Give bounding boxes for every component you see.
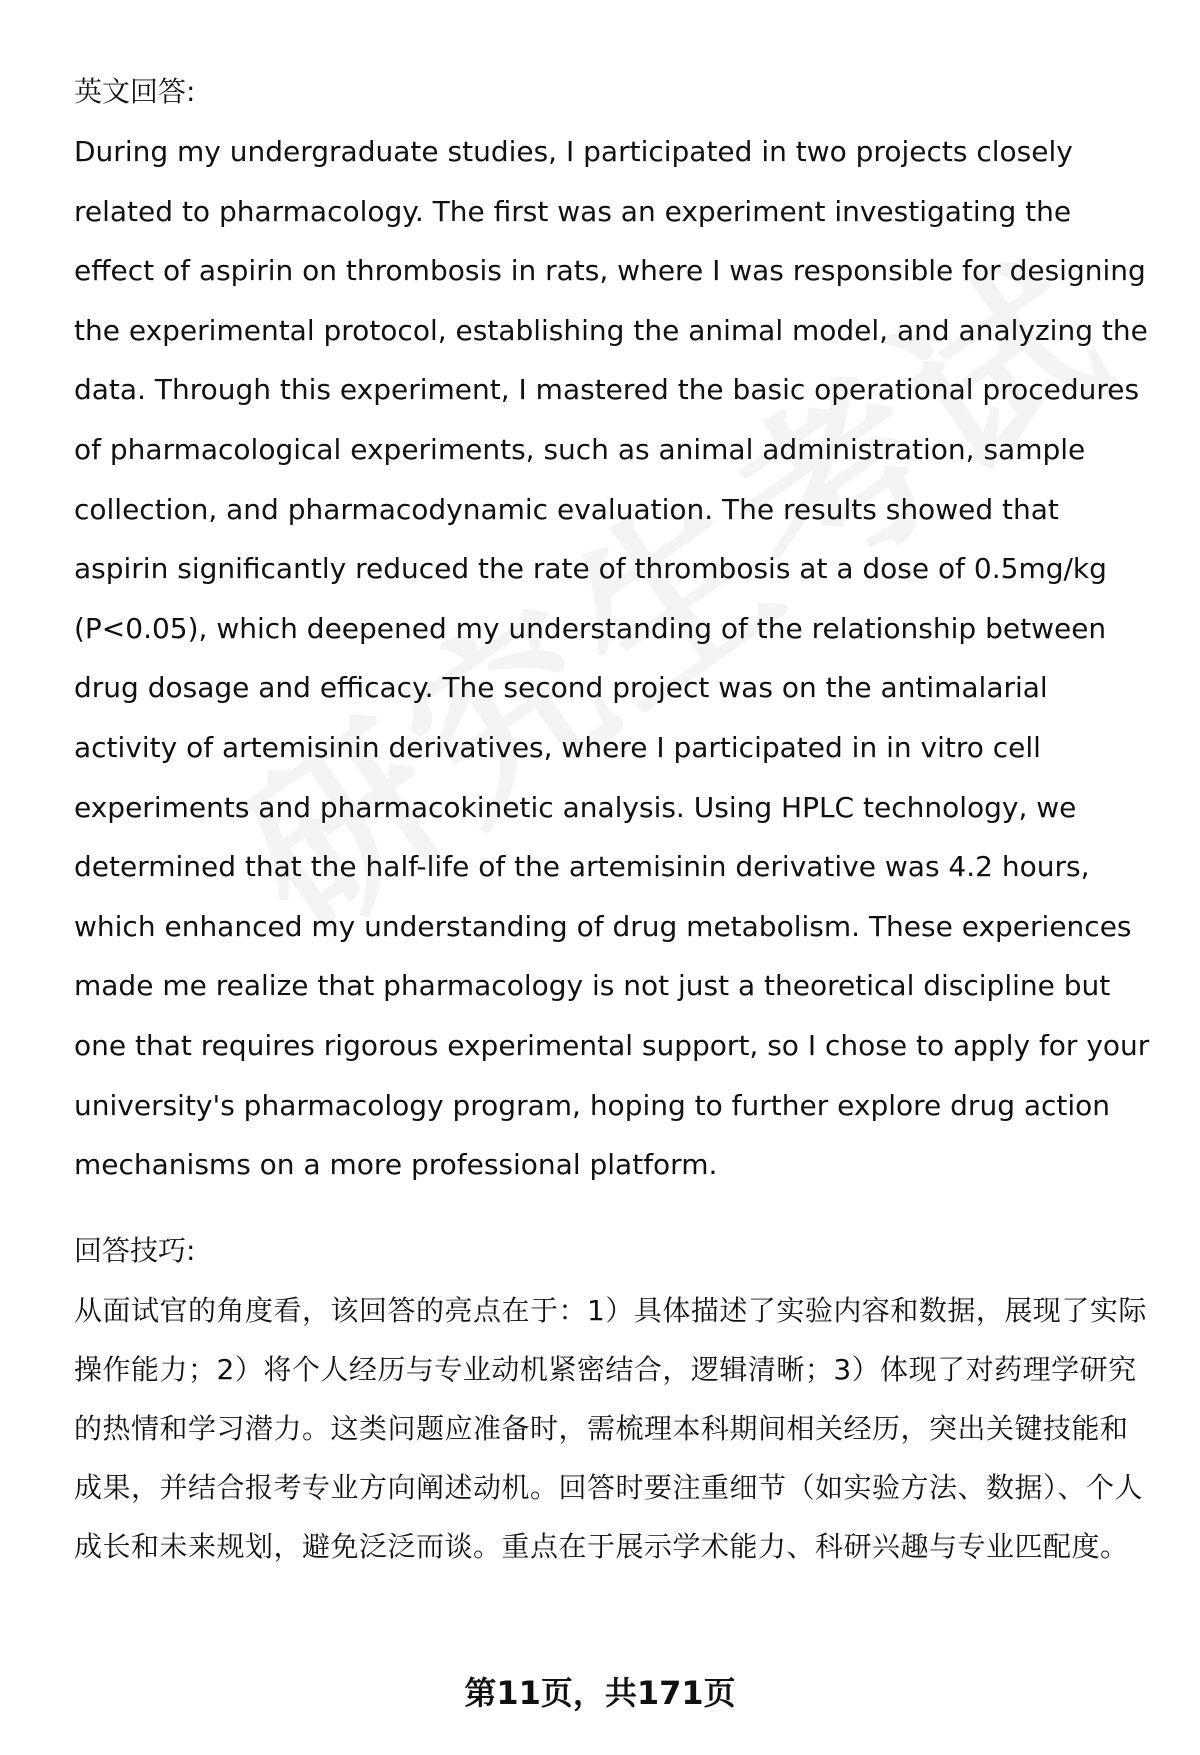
- page-number: 第11页，共171页: [464, 1674, 736, 1712]
- answer-tips-text: 从面试官的角度看，该回答的亮点在于：1）具体描述了实验内容和数据，展现了实际操作能力；2）将个人经历与专业动机紧密结合，逻辑清晰；3）体现了对药理学研究的热情和学习潜力。这类问题应准备时，需梳理本科期间相关经历，突出关键技能和成果，并结合报考专业方向阐述动机。回答时要注重细节（如实验方法、数据）、个人成长和未来规划，避免泛泛而谈。重点在于展示学术能力、科研兴趣与专业匹配度。: [74, 1293, 1147, 1563]
- english-answer-heading: 英文回答:: [74, 75, 196, 108]
- section-spacer: [74, 1195, 1154, 1221]
- english-answer-text: During my undergraduate studies, I participated in two projects closely related to pharmacology. The first was an experiment investigating the effect of aspirin on thrombosis in rats, where I was responsible for designing the experimental protocol, establishing the animal model, and analyzing the data. Through this experiment, I mastered the basic operational procedures of pharmacological experiments, such as animal administration, sample collection, and pharmacodynamic evaluation. The results showed that aspirin significantly reduced the rate of thrombosis at a dose of 0.5mg/kg (P<0.05), which deepened my understanding of the relationship between drug dosage and efficacy. The second project was on the antimalarial activity of artemisinin derivatives, where I participated in in vitro cell experiments and pharmacokinetic analysis. Using HPLC technology, we determined that the half-life of the artemisinin derivative was 4.2 hours, which enhanced my understanding of drug metabolism. These experiences made me realize that pharmacology is not just a theoretical discipline but one that requires rigorous experimental support, so I chose to apply for your university's pharmacology program, hoping to further explore drug action mechanisms on a more professional platform.: [74, 135, 1150, 1182]
- answer-tips-heading: 回答技巧:: [74, 1233, 196, 1267]
- document-page: [74, 62, 1154, 1576]
